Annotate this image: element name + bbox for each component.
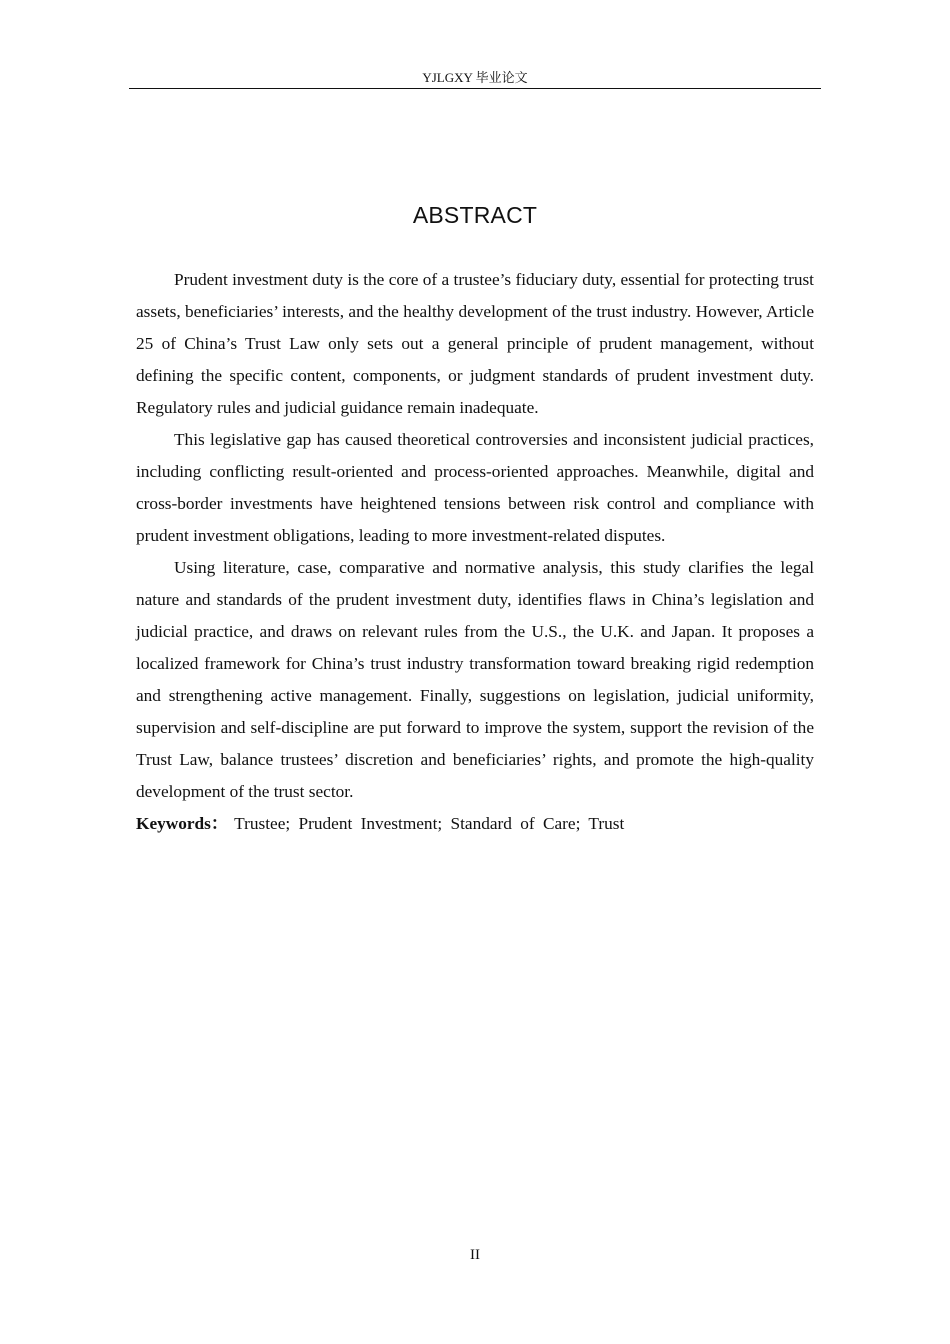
running-header: YJLGXY 毕业论文 (422, 70, 528, 85)
abstract-paragraph-2: This legislative gap has caused theoretical controversies and inconsistent judicial practices, including conflicting result-oriented and process-oriented approaches. Meanwhile, digital and cross-border investments have heightened tensions between risk control and compliance with prudent investment obligations, leading to more investment-related disputes. (136, 430, 814, 545)
abstract-body (136, 264, 814, 840)
keywords-value: Trustee; Prudent Investment; Standard of Care; Trust (234, 814, 625, 833)
page-number: II (470, 1247, 480, 1263)
keywords-label: Keywords： (136, 814, 229, 833)
abstract-paragraph-3: Using literature, case, comparative and normative analysis, this study clarifies the legal nature and standards of the prudent investment duty, identifies flaws in China’s legislation and judicial practice, and draws on relevant rules from the U.S., the U.K. and Japan. It proposes a localized framework for China’s trust industry transformation toward breaking rigid redemption and strengthening active management. Finally, suggestions on legislation, judicial uniformity, supervision and self-discipline are put forward to improve the system, support the revision of the Trust Law, balance trustees’ discretion and beneficiaries’ rights, and promote the high-quality development of the trust sector. (136, 558, 814, 801)
header-divider (129, 88, 821, 89)
abstract-title: ABSTRACT (412, 202, 538, 228)
abstract-paragraph-1: Prudent investment duty is the core of a trustee’s fiduciary duty, essential for protecting trust assets, beneficiaries’ interests, and the healthy development of the trust industry. However, Article 25 of China’s Trust Law only sets out a general principle of prudent management, without defining the specific content, components, or judgment standards of prudent investment duty. Regulatory rules and judicial guidance remain inadequate. (136, 270, 814, 417)
keywords-line (136, 808, 814, 840)
